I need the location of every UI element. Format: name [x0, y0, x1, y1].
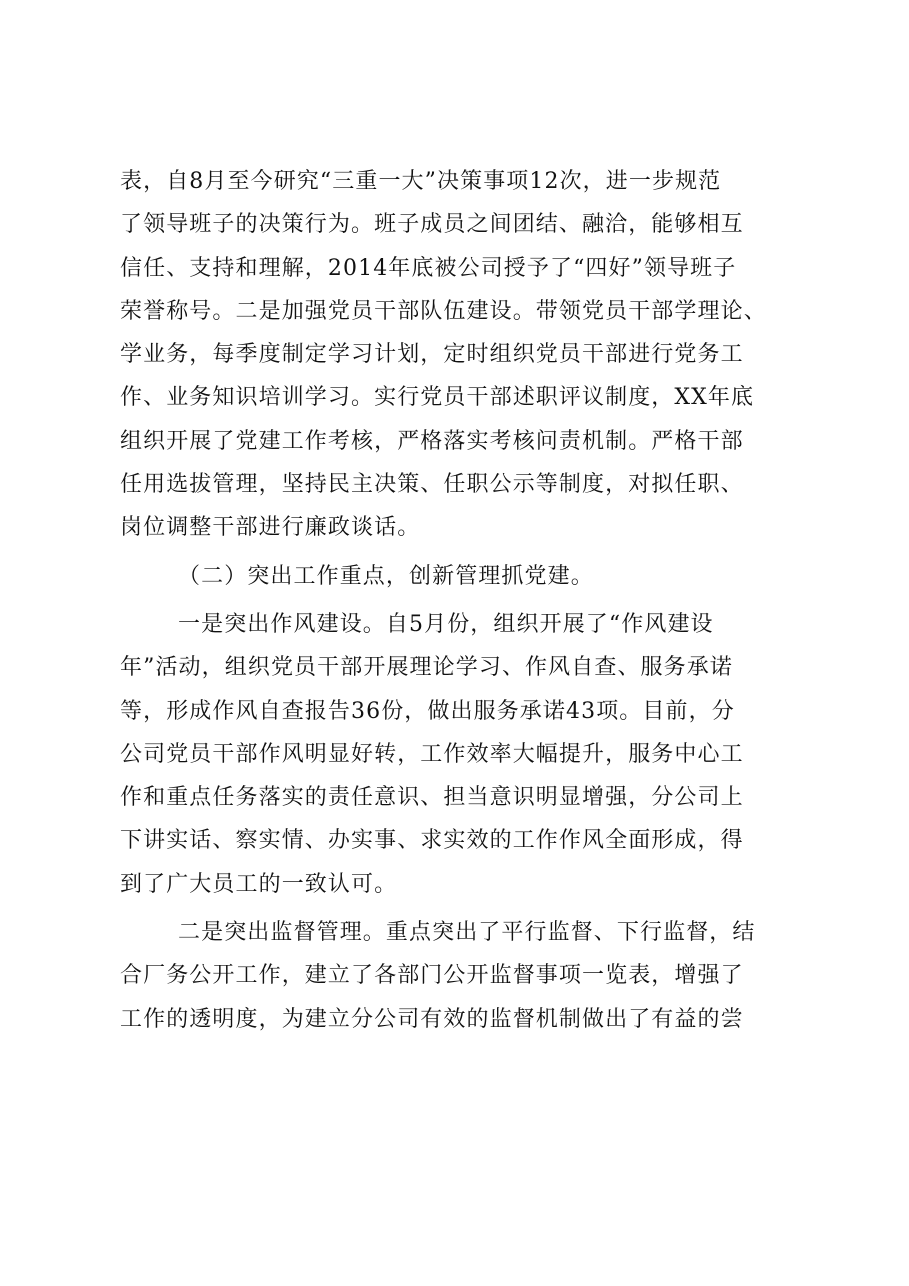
text-line-14: 公司党员干部作风明显好转，工作效率大幅提升，服务中心工	[120, 741, 744, 767]
text-line-17: 到了广大员工的一致认可。	[120, 871, 398, 897]
text-line-8: 任用选拔管理，坚持民主决策、任职公示等制度，对拟任职、	[120, 472, 744, 498]
text-line-7: 组织开展了党建工作考核，严格落实考核问责机制。严格干部	[120, 428, 744, 454]
paragraph-start-line: 二是突出监督管理。重点突出了平行监督、下行监督，结	[178, 920, 756, 946]
text-line-15: 作和重点任务落实的责任意识、担当意识明显增强，分公司上	[120, 785, 744, 811]
section-heading: （二）突出工作重点，创新管理抓党建。	[178, 563, 594, 589]
text-line-4: 荣誉称号。二是加强党员干部队伍建设。带领党员干部学理论、	[120, 298, 767, 324]
paragraph-start-line: 一是突出作风建设。自5月份，组织开展了“作风建设	[178, 611, 714, 637]
text-line-2: 了领导班子的决策行为。班子成员之间团结、融洽，能够相互	[120, 212, 744, 238]
text-line-6: 作、业务知识培训学习。实行党员干部述职评议制度，XX年底	[120, 385, 755, 411]
text-line-5: 学业务，每季度制定学习计划，定时组织党员干部进行党务工	[120, 342, 744, 368]
text-line-1: 表，自8月至今研究“三重一大”决策事项12次，进一步规范	[120, 169, 722, 194]
text-line-3: 信任、支持和理解，2014年底被公司授予了“四好”领导班子	[120, 255, 737, 281]
text-line-19: 合厂务公开工作，建立了各部门公开监督事项一览表，增强了	[120, 963, 744, 989]
text-line-9: 岗位调整干部进行廉政谈话。	[120, 515, 421, 541]
text-line-13: 等，形成作风自查报告36份，做出服务承诺43项。目前，分	[120, 698, 735, 724]
body-text	[120, 160, 810, 1041]
text-line-12: 年”活动，组织党员干部开展理论学习、作风自查、服务承诺	[120, 655, 733, 681]
text-line-16: 下讲实话、察实情、办实事、求实效的工作作风全面形成，得	[120, 828, 744, 854]
text-line-20: 工作的透明度，为建立分公司有效的监督机制做出了有益的尝	[120, 1006, 744, 1032]
